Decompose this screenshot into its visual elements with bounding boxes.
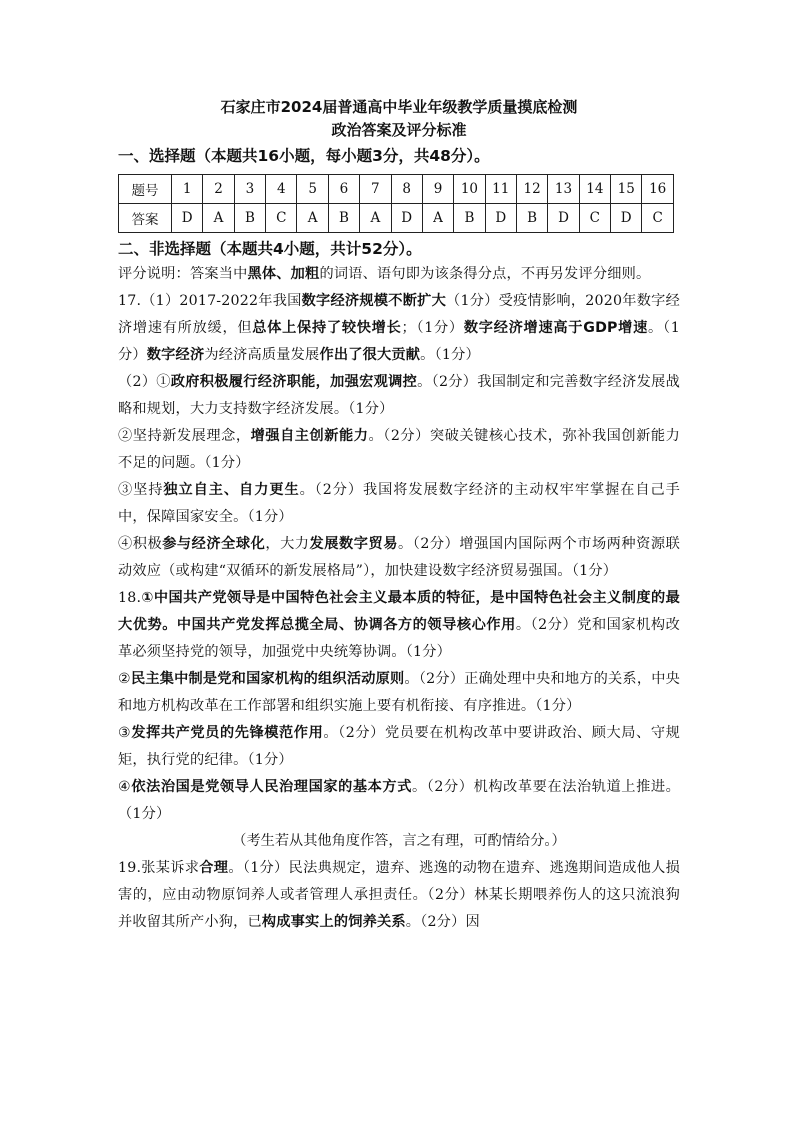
answer-cell: D [485,204,516,233]
question-number-cell: 13 [548,175,579,204]
q17-part2-point2: ②坚持新发展理念，增强自主创新能力。（2分）突破关键核心技术，弥补我国创新能力不足的问题。（1分） [118,428,681,471]
answer-cell: B [454,204,485,233]
document-subtitle: 政治答案及评分标准 [331,121,467,139]
q17-part2-point4: ④积极参与经济全球化，大力发展数字贸易。（2分）增强国内国际两个市场两种资源联动效应（或构建“双循环的新发展格局”），加快建设数字经济贸易强国。（1分） [118,536,680,579]
question-number-cell: 8 [391,175,422,204]
question-number-cell: 15 [611,175,642,204]
question-number-cell: 4 [266,175,297,204]
q17-part2-point1: （2）①政府积极履行经济职能，加强宏观调控。（2分）我国制定和完善数字经济发展战略和规划，大力支持数字经济发展。（1分） [118,374,680,417]
answer-cell: A [297,204,328,233]
question-number-cell: 6 [328,175,359,204]
answer-cell: D [548,204,579,233]
document-page [118,96,680,936]
q17-part1: 17.（1）2017-2022年我国数字经济规模不断扩大（1分）受疫情影响，2020年数字经济增速有所放缓，但总体上保持了较快增长；（1分）数字经济增速高于GDP增速。（1分）数字经济为经济高质量发展作出了很大贡献。（1分） [118,293,680,363]
table-header-cell: 题号 [119,175,172,204]
q18-point2: ②民主集中制是党和国家机构的组织活动原则。（2分）正确处理中央和地方的关系，中央和地方机构改革在工作部署和组织实施上要有机衔接、有序推进。（1分） [118,671,680,714]
question-number-cell: 1 [172,175,203,204]
q19-answer: 19.张某诉求合理。（1分）民法典规定，遗弃、逃逸的动物在遗弃、逃逸期间造成他人损害的，应由动物原饲养人或者管理人承担责任。（2分）林某长期喂养伤人的这只流浪狗并收留其所产小狗，已构成事实上的饲养关系。（2分）因 [118,860,680,930]
question-number-cell: 2 [203,175,234,204]
question-number-cell: 14 [579,175,610,204]
answer-table [118,174,674,233]
question-number-cell: 12 [516,175,547,204]
scoring-note: 评分说明：答案当中黑体、加粗的词语、语句即为该条得分点，不再另发评分细则。 [118,266,651,282]
table-row-answers [119,204,674,233]
q18-point3: ③发挥共产党员的先锋模范作用。（2分）党员要在机构改革中要讲政治、顾大局、守规矩，执行党的纪律。（1分） [118,725,680,768]
answer-cell: D [611,204,642,233]
question-number-cell: 5 [297,175,328,204]
section-heading-nonchoice: 二、非选择题（本题共4小题，共计52分）。 [118,240,422,258]
answer-cell: C [266,204,297,233]
answer-cell: B [234,204,265,233]
answer-cell: D [172,204,203,233]
answer-cell: A [422,204,453,233]
question-number-cell: 7 [360,175,391,204]
alternative-answer-note: （考生若从其他角度作答，言之有理，可酌情给分。） [232,833,566,849]
q18-point4: ④依法治国是党领导人民治理国家的基本方式。（2分）机构改革要在法治轨道上推进。（1分） [118,779,681,822]
question-number-cell: 10 [454,175,485,204]
answer-cell: B [516,204,547,233]
document-title: 石家庄市2024届普通高中毕业年级教学质量摸底检测 [220,98,578,116]
answer-cell: C [642,204,674,233]
question-number-cell: 9 [422,175,453,204]
table-row-numbers [119,175,674,204]
q17-part2-point3: ③坚持独立自主、自力更生。（2分）我国将发展数字经济的主动权牢牢掌握在自己手中，保障国家安全。（1分） [118,482,680,525]
question-number-cell: 3 [234,175,265,204]
section-heading-choice: 一、选择题（本题共16小题，每小题3分，共48分）。 [118,147,490,165]
answer-cell: B [328,204,359,233]
q18-point1: 18.①中国共产党领导是中国特色社会主义最本质的特征，是中国特色社会主义制度的最大优势。中国共产党发挥总揽全局、协调各方的领导核心作用。（2分）党和国家机构改革必须坚持党的领导，加强党中央统筹协调。（1分） [118,590,681,660]
question-number-cell: 11 [485,175,516,204]
table-header-cell: 答案 [119,204,172,233]
answer-cell: A [203,204,234,233]
answer-cell: C [579,204,610,233]
question-number-cell: 16 [642,175,674,204]
answer-cell: A [360,204,391,233]
answer-cell: D [391,204,422,233]
